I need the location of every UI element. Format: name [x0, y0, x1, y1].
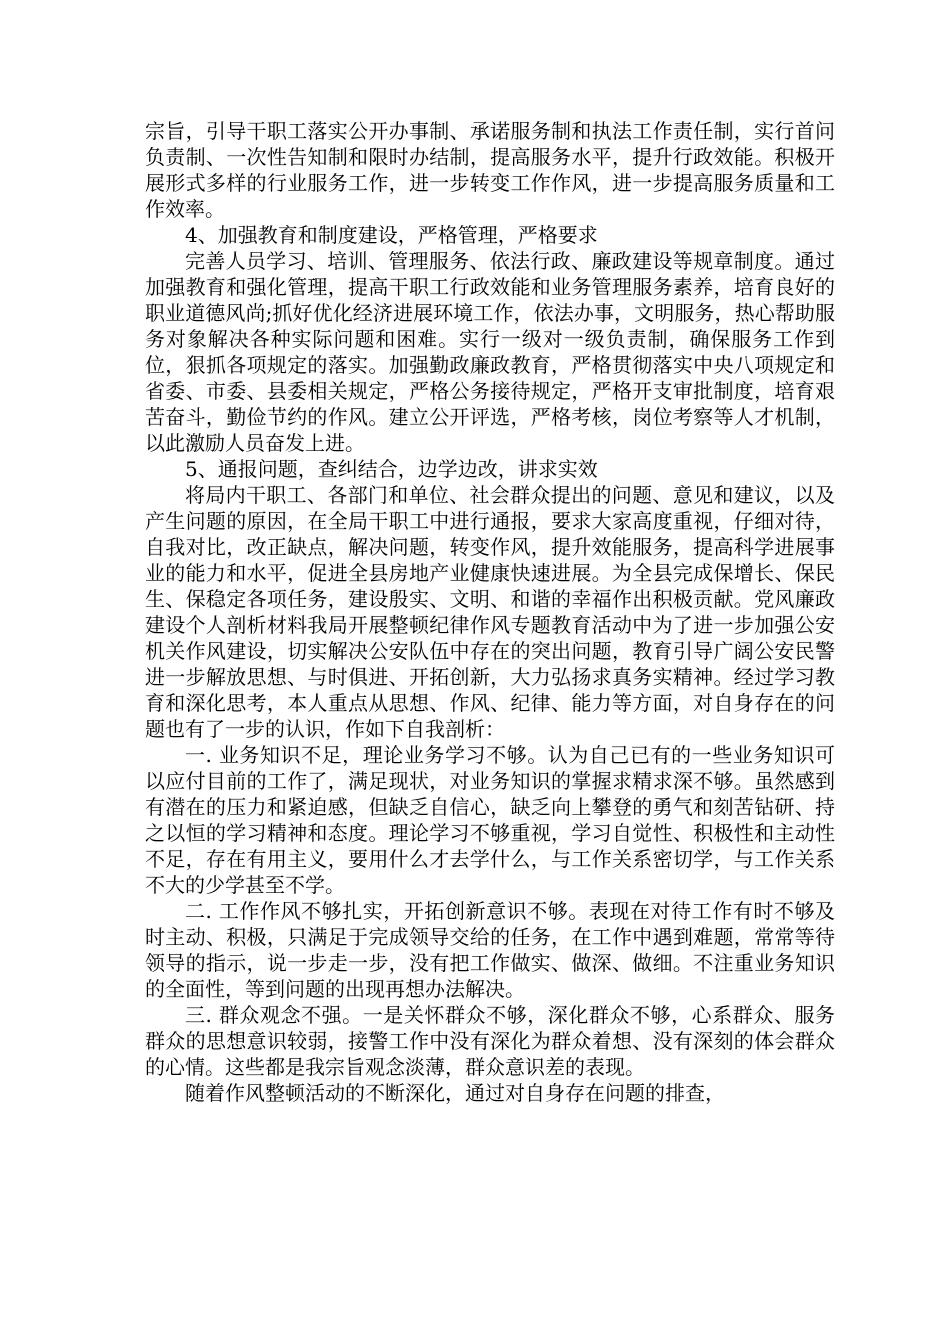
paragraph-point-three: 三. 群众观念不强。一是关怀群众不够，深化群众不够，心系群众、服务群众的思想意识较弱，接警工作中没有深化为群众着想、没有深刻的体会群众的心情。这些都是我宗旨观念淡薄，群众意识差的表现。	[145, 1003, 835, 1079]
paragraph-continuation: 宗旨，引导干职工落实公开办事制、承诺服务制和执法工作责任制，实行首问负责制、一次性告知制和限时办结制，提高服务水平，提升行政效能。积极开展形式多样的行业服务工作，进一步转变工作作风，进一步提高服务质量和工作效率。	[145, 119, 835, 221]
section-heading-4: 4、加强教育和制度建设，严格管理，严格要求	[185, 223, 598, 247]
paragraph-report-problems: 将局内干职工、各部门和单位、社会群众提出的问题、意见和建议，以及产生问题的原因，在全局干职工中进行通报，要求大家高度重视，仔细对待，自我对比，改正缺点，解决问题，转变作风，提升效能服务，提高科学进展事业的能力和水平，促进全县房地产业健康快速进展。为全县完成保增长、保民生、保稳定各项任务，建设殷实、文明、和谐的幸福作出积极贡献。党风廉政建设个人剖析材料我局开展整顿纪律作风专题教育活动中为了进一步加强公安机关作风建设，切实解决公安队伍中存在的突出问题，教育引导广阔公安民警进一步解放思想、与时俱进、开拓创新，大力弘扬求真务实精神。经过学习教育和深化思考，本人重点从思想、作风、纪律、能力等方面，对自身存在的问题也有了一步的认识，作如下自我剖析：	[145, 483, 835, 741]
document-body	[145, 118, 835, 1106]
section-heading-5: 5、通报问题，查纠结合，边学边改，讲求实效	[185, 457, 598, 481]
paragraph-closing: 随着作风整顿活动的不断深化，通过对自身存在问题的排查，	[185, 1081, 725, 1105]
paragraph-education-system: 完善人员学习、培训、管理服务、依法行政、廉政建设等规章制度。通过加强教育和强化管理，提高干职工行政效能和业务管理服务素养，培育良好的职业道德风尚;抓好优化经济进展环境工作，依法办事，文明服务，热心帮助服务对象解决各种实际问题和困难。实行一级对一级负责制，确保服务工作到位，狠抓各项规定的落实。加强勤政廉政教育，严格贯彻落实中央八项规定和省委、市委、县委相关规定，严格公务接待规定，严格开支审批制度，培育艰苦奋斗，勤俭节约的作风。建立公开评选，严格考核，岗位考察等人才机制，以此激励人员奋发上进。	[145, 249, 835, 455]
paragraph-point-two: 二. 工作作风不够扎实，开拓创新意识不够。表现在对待工作有时不够及时主动、积极，只满足于完成领导交给的任务，在工作中遇到难题，常常等待领导的指示，说一步走一步，没有把工作做实、做深、做细。不注重业务知识的全面性，等到问题的出现再想办法解决。	[145, 899, 835, 1001]
paragraph-point-one: 一. 业务知识不足，理论业务学习不够。认为自己已有的一些业务知识可以应付目前的工作了，满足现状，对业务知识的掌握求精求深不够。虽然感到有潜在的压力和紧迫感，但缺乏自信心，缺乏向上攀登的勇气和刻苦钻研、持之以恒的学习精神和态度。理论学习不够重视，学习自觉性、积极性和主动性不足，存在有用主义，要用什么才去学什么，与工作关系密切学，与工作关系不大的少学甚至不学。	[145, 743, 835, 897]
